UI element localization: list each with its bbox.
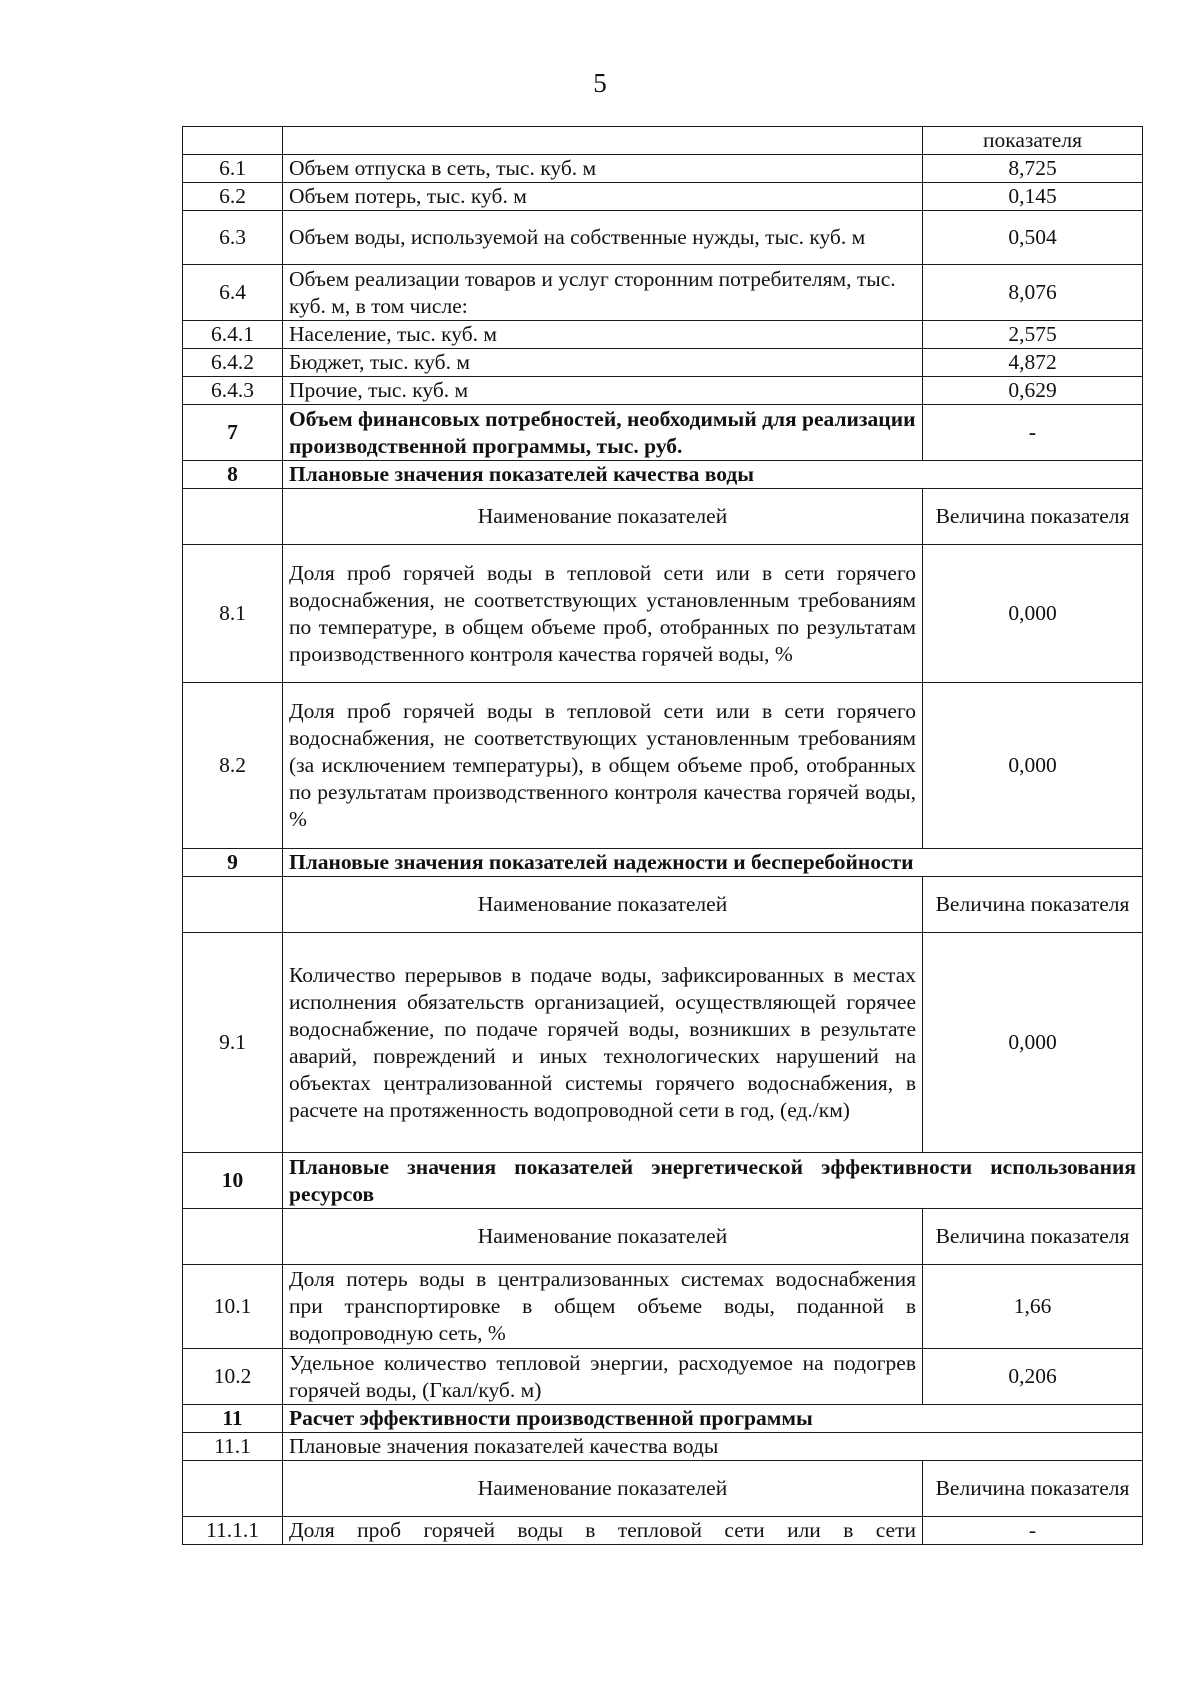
indicator-name: Население, тыс. куб. м (283, 321, 923, 349)
section-number: 9 (183, 849, 283, 877)
row-number: 8.1 (183, 545, 283, 683)
indicator-value: 4,872 (923, 349, 1143, 377)
row-number: 6.4.3 (183, 377, 283, 405)
column-value-header: Величина показателя (923, 489, 1143, 545)
section-header (183, 461, 1143, 489)
indicator-value: 0,000 (923, 683, 1143, 849)
table-row (183, 377, 1143, 405)
section-title: Плановые значения показателей надежности и бесперебойности (283, 849, 1143, 877)
section-number: 10 (183, 1153, 283, 1209)
indicator-value: 8,725 (923, 155, 1143, 183)
value-header: показателя (923, 127, 1143, 155)
table-row (183, 1349, 1143, 1405)
table-row (183, 211, 1143, 265)
section-number: 11 (183, 1405, 283, 1433)
column-header-row (183, 489, 1143, 545)
indicator-value: 2,575 (923, 321, 1143, 349)
table-row (183, 349, 1143, 377)
subsection-number: 11.1 (183, 1433, 283, 1461)
row-number: 6.2 (183, 183, 283, 211)
column-header-row (183, 1209, 1143, 1265)
section-title (283, 1153, 1143, 1209)
indicator-name: Доля проб горячей воды в тепловой сети или в сети горячего водоснабжения, не соответствующих установленным требованиям по температуре, в общем объеме проб, отобранных по результатам производственного контроля качества горячей воды, % (283, 545, 923, 683)
indicators-table (182, 126, 1143, 1545)
indicator-value: 0,504 (923, 211, 1143, 265)
subsection-title: Плановые значения показателей качества воды (283, 1433, 1143, 1461)
indicator-value: 1,66 (923, 1265, 1143, 1349)
section-header (183, 1405, 1143, 1433)
row-number: 8.2 (183, 683, 283, 849)
section-title: Плановые значения показателей качества воды (283, 461, 1143, 489)
indicator-name: Доля проб горячей воды в тепловой сети или в сети горячего водоснабжения, не соответствующих установленным требованиям (за исключением температуры), в общем объеме проб, отобранных по результатам производственного контроля качества горячей воды, % (283, 683, 923, 849)
indicator-value: 0,000 (923, 545, 1143, 683)
table-row (183, 183, 1143, 211)
indicator-name: Объем реализации товаров и услуг сторонним потребителям, тыс. куб. м, в том числе: (283, 265, 923, 321)
column-header-row (183, 1461, 1143, 1517)
table-row (183, 155, 1143, 183)
row-number: 6.3 (183, 211, 283, 265)
indicator-value: 0,145 (923, 183, 1143, 211)
table-row (183, 405, 1143, 461)
column-name-header: Наименование показателей (283, 877, 923, 933)
indicator-name: Количество перерывов в подаче воды, зафиксированных в местах исполнения обязательств организацией, осуществляющей горячее водоснабжение, по подаче горячей воды, возникших в результате аварий, повреждений и иных технологических нарушений на объектах централизованной системы горячего водоснабжения, в расчете на протяженность водопроводной сети в год, (ед./км) (283, 933, 923, 1153)
section-header (183, 1153, 1143, 1209)
indicator-name: Прочие, тыс. куб. м (283, 377, 923, 405)
row-number: 6.4.1 (183, 321, 283, 349)
indicator-name: Объем финансовых потребностей, необходимый для реализации производственной программы, тыс. руб. (283, 405, 923, 461)
indicator-value: 0,629 (923, 377, 1143, 405)
indicator-name: Объем воды, используемой на собственные нужды, тыс. куб. м (283, 211, 923, 265)
row-number: 10.1 (183, 1265, 283, 1349)
table-row (183, 683, 1143, 849)
column-name-header: Наименование показателей (283, 489, 923, 545)
column-value-header: Величина показателя (923, 877, 1143, 933)
indicator-value: - (923, 405, 1143, 461)
indicator-name: Объем потерь, тыс. куб. м (283, 183, 923, 211)
indicator-name: Бюджет, тыс. куб. м (283, 349, 923, 377)
indicator-value: - (923, 1517, 1143, 1545)
row-number: 7 (183, 405, 283, 461)
section-title: Расчет эффективности производственной программы (283, 1405, 1143, 1433)
indicator-value: 0,000 (923, 933, 1143, 1153)
table-row (183, 265, 1143, 321)
row-number: 6.4 (183, 265, 283, 321)
section-title-text: Плановые значения показателей энергетической эффективности использования ресурсов (289, 1154, 1136, 1206)
column-name-header: Наименование показателей (283, 1461, 923, 1517)
table-row (183, 1265, 1143, 1349)
table-row (183, 321, 1143, 349)
table-row (183, 545, 1143, 683)
row-number: 6.1 (183, 155, 283, 183)
column-name-header: Наименование показателей (283, 1209, 923, 1265)
indicator-name: Объем отпуска в сеть, тыс. куб. м (283, 155, 923, 183)
indicator-value: 8,076 (923, 265, 1143, 321)
indicator-name: Удельное количество тепловой энергии, расходуемое на подогрев горячей воды, (Гкал/куб. м) (283, 1349, 923, 1405)
section-header (183, 849, 1143, 877)
column-value-header: Величина показателя (923, 1209, 1143, 1265)
table-row (183, 933, 1143, 1153)
row-number: 9.1 (183, 933, 283, 1153)
row-number: 6.4.2 (183, 349, 283, 377)
row-number: 11.1.1 (183, 1517, 283, 1545)
indicator-name: Доля потерь воды в централизованных системах водоснабжения при транспортировке в общем объеме воды, поданной в водопроводную сеть, % (283, 1265, 923, 1349)
page-number: 5 (593, 68, 607, 98)
row-number: 10.2 (183, 1349, 283, 1405)
column-header-row (183, 877, 1143, 933)
subsection-header (183, 1433, 1143, 1461)
indicator-value: 0,206 (923, 1349, 1143, 1405)
indicator-name: Доля проб горячей воды в тепловой сети или в сети (283, 1517, 923, 1545)
table-header-continued (183, 127, 1143, 155)
column-value-header: Величина показателя (923, 1461, 1143, 1517)
table-row (183, 1517, 1143, 1545)
section-number: 8 (183, 461, 283, 489)
